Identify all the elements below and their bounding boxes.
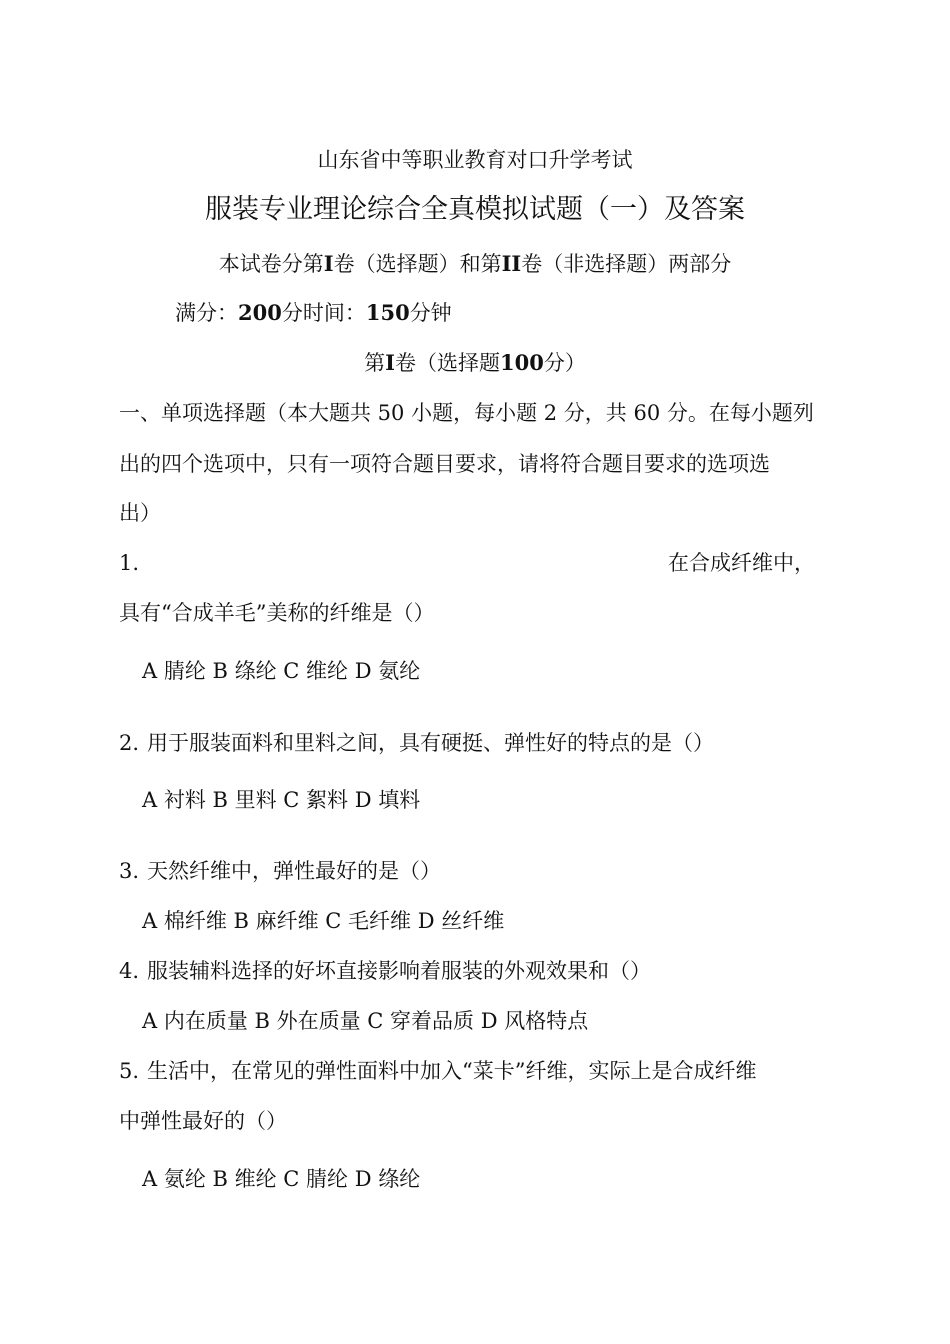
exam-title: 服装专业理论综合全真模拟试题（一）及答案 [205, 194, 745, 225]
question-text: 天然纤维中，弹性最好的是（） [147, 859, 441, 883]
question-options: A 内在质量 B 外在质量 C 穿着品质 D 风格特点 [142, 1009, 589, 1033]
question-text-continued: 具有“合成羊毛”美称的纤维是（） [119, 601, 435, 625]
note-part-e: 卷（非选择题）两部分 [521, 252, 732, 276]
volume-heading [0, 350, 950, 376]
time-unit: 分钟 [409, 301, 452, 325]
question-number: 3. [119, 859, 140, 883]
question-text: 用于服装面料和里料之间，具有硬挺、弹性好的特点的是（） [147, 731, 714, 755]
exam-header-line: 山东省中等职业教育对口升学考试 [317, 148, 633, 172]
instructions-line-2: 出的四个选项中，只有一项符合题目要求，请将符合题目要求的选项选 [119, 452, 770, 476]
note-part-c: 卷（选择题）和第 [333, 252, 502, 276]
score-value: 200 [238, 300, 282, 325]
vol-part-e: 分） [543, 351, 586, 375]
time-label: 分时间： [281, 301, 366, 325]
question-text: 生活中，在常见的弹性面料中加入“菜卡”纤维，实际上是合成纤维 [147, 1059, 757, 1083]
exam-score-time [175, 300, 452, 326]
question-number: 2. [119, 731, 140, 755]
note-part-d: II [501, 251, 522, 276]
vol-part-b: I [385, 350, 395, 375]
vol-part-c: 卷（选择题 [394, 351, 500, 375]
score-label: 满分： [175, 301, 238, 325]
instructions-line-1: 一、单项选择题（本大题共 50 小题，每小题 2 分，共 60 分。在每小题列 [119, 401, 814, 425]
question-options: A 衬料 B 里料 C 絮料 D 填料 [142, 788, 421, 812]
question-number: 4. [119, 959, 140, 983]
question-text: 在合成纤维中， [668, 551, 815, 575]
note-part-b: I [323, 251, 334, 276]
instructions-line-3: 出） [119, 501, 161, 525]
time-value: 150 [365, 300, 410, 325]
question-number: 5. [119, 1059, 140, 1083]
question-text: 服装辅料选择的好坏直接影响着服装的外观效果和（） [147, 959, 651, 983]
vol-part-a: 第 [364, 351, 386, 375]
vol-part-d: 100 [499, 350, 544, 375]
question-options: A 腈纶 B 绦纶 C 维纶 D 氨纶 [142, 659, 421, 683]
question-options: A 棉纤维 B 麻纤维 C 毛纤维 D 丝纤维 [142, 909, 505, 933]
question-number: 1. [119, 551, 140, 575]
question-options: A 氨纶 B 维纶 C 腈纶 D 绦纶 [142, 1167, 421, 1191]
question-text-continued: 中弹性最好的（） [119, 1109, 287, 1133]
exam-structure-note [0, 251, 950, 277]
note-part-a: 本试卷分第 [218, 252, 324, 276]
